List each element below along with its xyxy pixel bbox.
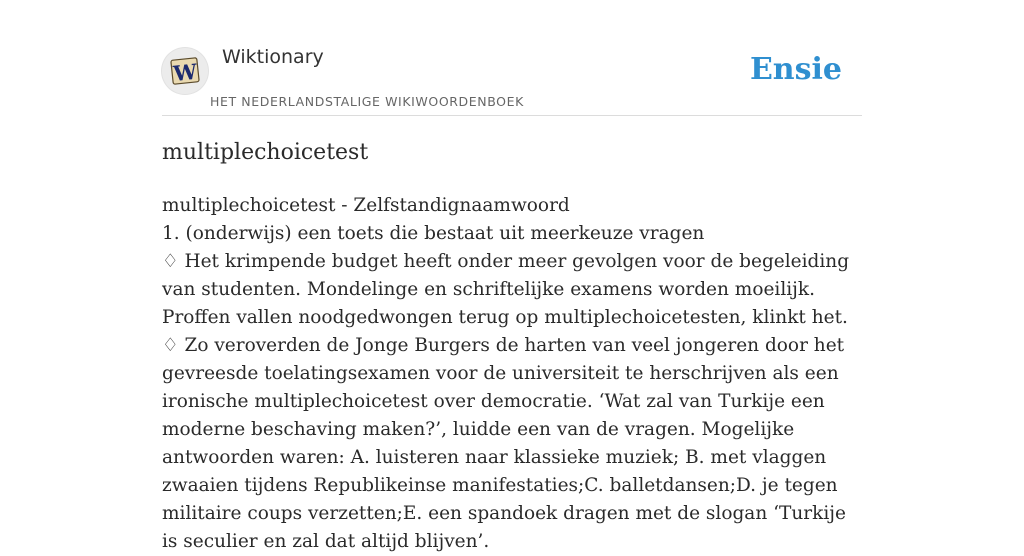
entry-content xyxy=(162,192,862,556)
example-2: ♢ Zo veroverden de Jonge Burgers de harten van veel jongeren door het gevreesde toelatingsexamen voor de universiteit te herschrijven als een ironische multiplechoicetest over democratie. ‘Wat zal van Turkije een moderne beschaving maken?’, luidde een van de vragen. Mogelijke antwoorden waren: A. luisteren naar klassieke muziek; B. met vlaggen zwaaien tijdens Republikeinse manifestaties;C. balletdansen;D. je tegen militaire coups verzetten;E. een spandoek dragen met de slogan ‘Turkije is seculier en zal dat altijd blijven’. xyxy=(162,335,846,552)
definition: 1. (onderwijs) een toets die bestaat uit meerkeuze vragen xyxy=(162,223,705,244)
header-divider xyxy=(162,115,862,116)
wiktionary-logo[interactable] xyxy=(162,48,208,94)
word-type-line: multiplechoicetest - Zelfstandignaamwoord xyxy=(162,195,570,216)
logo-letter: W xyxy=(172,58,199,87)
page-title: multiplechoicetest xyxy=(162,140,369,165)
example-1: ♢ Het krimpende budget heeft onder meer gevolgen voor de begeleiding van studenten. Mondelinge en schriftelijke examens worden moeilijk. Proffen vallen noodgedwongen terug op multiplechoicetesten, klinkt het. xyxy=(162,251,850,328)
ensie-brand-link[interactable]: Ensie xyxy=(749,52,842,87)
site-tagline: HET NEDERLANDSTALIGE WIKIWOORDENBOEK xyxy=(210,94,524,109)
site-name[interactable]: Wiktionary xyxy=(222,46,324,68)
wiktionary-tile-icon xyxy=(169,55,201,87)
